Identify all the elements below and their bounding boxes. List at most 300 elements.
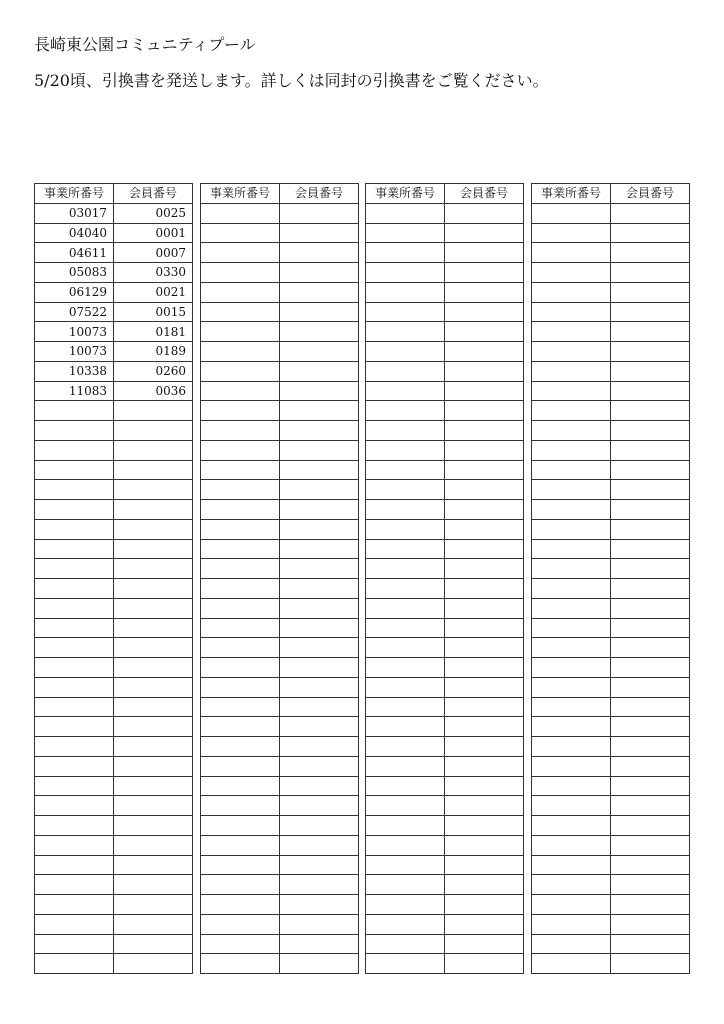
table-row bbox=[366, 361, 524, 381]
table-row bbox=[35, 677, 193, 697]
table-row bbox=[201, 658, 359, 678]
member-number-cell bbox=[280, 855, 359, 875]
member-number-cell bbox=[445, 381, 524, 401]
table-row bbox=[201, 934, 359, 954]
member-number-cell bbox=[280, 579, 359, 599]
table-row bbox=[366, 796, 524, 816]
office-number-cell bbox=[532, 421, 611, 441]
table-row bbox=[201, 737, 359, 757]
office-number-cell bbox=[366, 598, 445, 618]
table-row bbox=[532, 618, 690, 638]
member-number-cell bbox=[611, 500, 690, 520]
member-number-cell bbox=[114, 875, 193, 895]
notice-text: 5/20頃、引換書を発送します。詳しくは同封の引換書をご覧ください。 bbox=[34, 71, 549, 90]
table-row bbox=[532, 756, 690, 776]
table-row bbox=[366, 914, 524, 934]
member-number-cell: 0015 bbox=[114, 302, 193, 322]
office-number-header: 事業所番号 bbox=[366, 184, 445, 204]
table-row bbox=[366, 598, 524, 618]
table-row bbox=[201, 223, 359, 243]
office-number-cell bbox=[201, 717, 280, 737]
office-number-cell bbox=[366, 934, 445, 954]
member-number-cell bbox=[611, 737, 690, 757]
table-row bbox=[532, 203, 690, 223]
table-row bbox=[532, 914, 690, 934]
member-number-cell bbox=[611, 835, 690, 855]
office-number-cell bbox=[366, 460, 445, 480]
table-row bbox=[366, 638, 524, 658]
office-number-cell bbox=[532, 618, 611, 638]
member-number-cell bbox=[280, 500, 359, 520]
table-row bbox=[532, 717, 690, 737]
member-number-cell bbox=[611, 895, 690, 915]
member-number-cell bbox=[611, 401, 690, 421]
office-number-cell bbox=[201, 796, 280, 816]
member-number-cell bbox=[114, 855, 193, 875]
office-number-cell bbox=[201, 737, 280, 757]
office-number-cell bbox=[366, 954, 445, 974]
member-number-header: 会員番号 bbox=[114, 184, 193, 204]
member-number-cell bbox=[445, 638, 524, 658]
office-number-cell: 10073 bbox=[35, 322, 114, 342]
table-row bbox=[35, 875, 193, 895]
member-number-cell bbox=[611, 954, 690, 974]
table-row bbox=[35, 835, 193, 855]
office-number-cell bbox=[366, 658, 445, 678]
office-number-cell bbox=[201, 559, 280, 579]
office-number-cell bbox=[201, 519, 280, 539]
member-number-cell: 0025 bbox=[114, 203, 193, 223]
office-number-cell: 06129 bbox=[35, 282, 114, 302]
office-number-cell bbox=[35, 618, 114, 638]
member-number-cell bbox=[114, 401, 193, 421]
member-number-cell bbox=[445, 658, 524, 678]
office-number-cell bbox=[366, 697, 445, 717]
table-row bbox=[35, 776, 193, 796]
member-number-cell bbox=[280, 895, 359, 915]
table-row bbox=[532, 559, 690, 579]
office-number-cell bbox=[201, 875, 280, 895]
member-number-cell bbox=[114, 421, 193, 441]
member-number-cell bbox=[445, 835, 524, 855]
member-number-cell bbox=[445, 618, 524, 638]
office-number-cell bbox=[366, 559, 445, 579]
office-number-cell bbox=[532, 263, 611, 283]
member-number-cell bbox=[280, 401, 359, 421]
office-number-header: 事業所番号 bbox=[35, 184, 114, 204]
office-number-cell bbox=[201, 539, 280, 559]
number-table-2 bbox=[200, 183, 359, 974]
office-number-cell bbox=[366, 539, 445, 559]
office-number-cell bbox=[532, 223, 611, 243]
office-number-cell bbox=[201, 282, 280, 302]
office-number-cell bbox=[366, 302, 445, 322]
member-number-cell bbox=[445, 302, 524, 322]
office-number-cell bbox=[532, 934, 611, 954]
member-number-cell bbox=[114, 618, 193, 638]
member-number-cell bbox=[611, 756, 690, 776]
member-number-cell bbox=[445, 855, 524, 875]
member-number-cell: 0036 bbox=[114, 381, 193, 401]
member-number-cell bbox=[114, 697, 193, 717]
member-tables bbox=[34, 183, 691, 993]
office-number-cell bbox=[201, 460, 280, 480]
table-row bbox=[532, 302, 690, 322]
table-row bbox=[35, 539, 193, 559]
member-number-cell bbox=[611, 658, 690, 678]
member-number-cell bbox=[114, 756, 193, 776]
member-number-cell bbox=[611, 914, 690, 934]
table-row bbox=[532, 658, 690, 678]
member-number-cell bbox=[611, 460, 690, 480]
table-row bbox=[35, 954, 193, 974]
office-number-cell bbox=[366, 361, 445, 381]
member-number-cell bbox=[445, 539, 524, 559]
table-row bbox=[532, 895, 690, 915]
member-number-cell bbox=[445, 203, 524, 223]
office-number-cell bbox=[201, 342, 280, 362]
table-row bbox=[201, 579, 359, 599]
table-row bbox=[201, 875, 359, 895]
office-number-cell bbox=[366, 401, 445, 421]
office-number-cell bbox=[366, 480, 445, 500]
office-number-cell bbox=[532, 796, 611, 816]
office-number-cell bbox=[35, 954, 114, 974]
member-number-cell bbox=[280, 756, 359, 776]
office-number-cell bbox=[366, 875, 445, 895]
office-number-cell bbox=[201, 361, 280, 381]
office-number-cell bbox=[532, 381, 611, 401]
office-number-cell bbox=[201, 243, 280, 263]
office-number-cell bbox=[366, 203, 445, 223]
table-row bbox=[532, 796, 690, 816]
table-row bbox=[201, 302, 359, 322]
office-number-cell bbox=[532, 697, 611, 717]
office-number-cell bbox=[532, 658, 611, 678]
member-number-cell bbox=[280, 243, 359, 263]
table-row bbox=[201, 756, 359, 776]
member-number-cell bbox=[611, 539, 690, 559]
office-number-cell bbox=[35, 519, 114, 539]
table-row bbox=[532, 282, 690, 302]
office-number-cell bbox=[201, 223, 280, 243]
member-number-cell bbox=[280, 638, 359, 658]
table-row bbox=[35, 203, 193, 223]
member-number-cell bbox=[280, 914, 359, 934]
office-number-cell: 04611 bbox=[35, 243, 114, 263]
member-number-cell bbox=[445, 776, 524, 796]
member-number-cell bbox=[114, 934, 193, 954]
table-row bbox=[366, 440, 524, 460]
office-number-cell: 07522 bbox=[35, 302, 114, 322]
member-number-cell bbox=[280, 776, 359, 796]
table-row bbox=[35, 519, 193, 539]
office-number-cell bbox=[366, 519, 445, 539]
member-number-cell bbox=[114, 559, 193, 579]
table-row bbox=[532, 263, 690, 283]
office-number-cell bbox=[201, 480, 280, 500]
table-row bbox=[201, 914, 359, 934]
member-number-cell bbox=[445, 282, 524, 302]
table-row bbox=[201, 618, 359, 638]
office-number-cell bbox=[532, 638, 611, 658]
table-row bbox=[366, 223, 524, 243]
office-number-cell bbox=[35, 539, 114, 559]
office-number-cell bbox=[366, 500, 445, 520]
office-number-cell bbox=[201, 914, 280, 934]
member-number-cell bbox=[611, 717, 690, 737]
table-row bbox=[532, 539, 690, 559]
table-row bbox=[35, 737, 193, 757]
table-row bbox=[201, 776, 359, 796]
member-number-cell bbox=[280, 342, 359, 362]
office-number-cell bbox=[366, 717, 445, 737]
office-number-cell bbox=[532, 895, 611, 915]
member-number-cell bbox=[611, 243, 690, 263]
office-number-cell bbox=[35, 658, 114, 678]
member-number-cell bbox=[445, 895, 524, 915]
member-number-cell bbox=[114, 579, 193, 599]
table-row bbox=[366, 816, 524, 836]
office-number-cell bbox=[532, 954, 611, 974]
member-number-cell bbox=[280, 322, 359, 342]
office-number-header: 事業所番号 bbox=[201, 184, 280, 204]
member-number-cell bbox=[280, 460, 359, 480]
office-number-cell bbox=[35, 598, 114, 618]
office-number-cell bbox=[35, 895, 114, 915]
office-number-cell bbox=[201, 776, 280, 796]
office-number-cell bbox=[366, 737, 445, 757]
member-number-cell bbox=[280, 934, 359, 954]
table-row bbox=[201, 717, 359, 737]
member-number-cell bbox=[445, 519, 524, 539]
member-number-cell bbox=[280, 480, 359, 500]
office-number-cell bbox=[201, 401, 280, 421]
office-number-cell bbox=[532, 579, 611, 599]
office-number-cell bbox=[532, 460, 611, 480]
number-table-4 bbox=[531, 183, 690, 974]
office-number-cell bbox=[201, 579, 280, 599]
table-row bbox=[366, 302, 524, 322]
office-number-cell bbox=[35, 421, 114, 441]
office-number-cell bbox=[366, 322, 445, 342]
member-number-cell bbox=[611, 875, 690, 895]
office-number-cell bbox=[35, 638, 114, 658]
office-number-cell bbox=[35, 855, 114, 875]
office-number-cell bbox=[35, 500, 114, 520]
table-row bbox=[201, 500, 359, 520]
table-row bbox=[201, 539, 359, 559]
member-number-cell bbox=[114, 914, 193, 934]
office-number-cell bbox=[532, 361, 611, 381]
table-row bbox=[366, 934, 524, 954]
member-number-cell bbox=[114, 480, 193, 500]
member-number-cell bbox=[280, 203, 359, 223]
office-number-cell bbox=[201, 322, 280, 342]
table-row bbox=[532, 361, 690, 381]
office-number-cell bbox=[366, 638, 445, 658]
member-number-cell bbox=[611, 638, 690, 658]
table-row bbox=[201, 835, 359, 855]
office-number-cell bbox=[35, 914, 114, 934]
table-row bbox=[532, 243, 690, 263]
office-number-cell bbox=[532, 539, 611, 559]
table-row bbox=[201, 796, 359, 816]
table-row bbox=[201, 342, 359, 362]
member-number-cell bbox=[445, 796, 524, 816]
table-row bbox=[201, 361, 359, 381]
office-number-cell bbox=[35, 401, 114, 421]
table-row bbox=[201, 816, 359, 836]
table-row bbox=[532, 480, 690, 500]
table-row bbox=[366, 480, 524, 500]
table-row bbox=[366, 875, 524, 895]
office-number-cell: 10338 bbox=[35, 361, 114, 381]
table-row bbox=[366, 579, 524, 599]
member-number-cell bbox=[114, 658, 193, 678]
table-row bbox=[201, 243, 359, 263]
table-row bbox=[201, 559, 359, 579]
office-number-cell bbox=[532, 302, 611, 322]
table-row bbox=[35, 756, 193, 776]
table-row bbox=[201, 638, 359, 658]
member-number-cell: 0021 bbox=[114, 282, 193, 302]
member-number-cell bbox=[114, 539, 193, 559]
member-number-cell bbox=[611, 263, 690, 283]
office-number-cell bbox=[366, 855, 445, 875]
office-number-cell bbox=[532, 914, 611, 934]
member-number-cell bbox=[114, 796, 193, 816]
member-number-cell bbox=[280, 361, 359, 381]
table-row bbox=[35, 302, 193, 322]
office-number-cell: 04040 bbox=[35, 223, 114, 243]
office-number-cell bbox=[366, 381, 445, 401]
table-row bbox=[366, 658, 524, 678]
table-row bbox=[201, 401, 359, 421]
member-number-cell bbox=[114, 776, 193, 796]
table-row bbox=[201, 440, 359, 460]
office-number-cell bbox=[201, 816, 280, 836]
member-number-cell bbox=[445, 697, 524, 717]
table-row bbox=[532, 401, 690, 421]
table-row bbox=[366, 381, 524, 401]
office-number-cell bbox=[532, 598, 611, 618]
office-number-cell: 05083 bbox=[35, 263, 114, 283]
member-number-cell bbox=[445, 421, 524, 441]
member-number-cell bbox=[445, 460, 524, 480]
table-row bbox=[201, 480, 359, 500]
table-row bbox=[366, 421, 524, 441]
office-number-cell bbox=[201, 934, 280, 954]
member-number-cell bbox=[114, 677, 193, 697]
office-number-cell bbox=[366, 895, 445, 915]
member-number-cell bbox=[611, 440, 690, 460]
member-number-cell bbox=[611, 203, 690, 223]
office-number-cell bbox=[366, 796, 445, 816]
office-number-cell bbox=[35, 480, 114, 500]
office-number-cell bbox=[201, 440, 280, 460]
office-number-cell bbox=[366, 243, 445, 263]
table-row bbox=[366, 263, 524, 283]
table-row bbox=[366, 243, 524, 263]
office-number-cell bbox=[35, 835, 114, 855]
table-row bbox=[201, 954, 359, 974]
member-number-cell bbox=[280, 835, 359, 855]
member-number-cell bbox=[445, 342, 524, 362]
office-number-cell bbox=[532, 401, 611, 421]
member-number-cell bbox=[611, 618, 690, 638]
table-row bbox=[201, 895, 359, 915]
member-number-cell: 0330 bbox=[114, 263, 193, 283]
number-table-3 bbox=[365, 183, 524, 974]
table-row bbox=[532, 381, 690, 401]
member-number-cell bbox=[445, 737, 524, 757]
office-number-cell bbox=[201, 895, 280, 915]
table-row bbox=[35, 934, 193, 954]
member-number-cell bbox=[611, 302, 690, 322]
table-row bbox=[366, 677, 524, 697]
table-row bbox=[35, 421, 193, 441]
office-number-cell bbox=[201, 835, 280, 855]
office-number-cell bbox=[201, 500, 280, 520]
member-number-cell bbox=[611, 796, 690, 816]
member-number-cell bbox=[611, 519, 690, 539]
member-number-cell bbox=[114, 598, 193, 618]
office-number-cell bbox=[366, 835, 445, 855]
office-number-cell bbox=[366, 816, 445, 836]
member-number-cell bbox=[445, 559, 524, 579]
member-number-cell bbox=[114, 895, 193, 915]
member-number-cell bbox=[114, 519, 193, 539]
table-row bbox=[366, 342, 524, 362]
table-row bbox=[366, 835, 524, 855]
office-number-cell bbox=[532, 835, 611, 855]
table-row bbox=[35, 243, 193, 263]
member-number-cell bbox=[611, 934, 690, 954]
table-row bbox=[35, 914, 193, 934]
table-row bbox=[35, 717, 193, 737]
table-row bbox=[366, 401, 524, 421]
member-number-cell bbox=[445, 816, 524, 836]
office-number-cell bbox=[532, 342, 611, 362]
office-number-cell bbox=[366, 677, 445, 697]
member-number-cell bbox=[611, 598, 690, 618]
office-number-cell bbox=[532, 737, 611, 757]
table-row bbox=[532, 737, 690, 757]
office-number-cell bbox=[532, 855, 611, 875]
table-row bbox=[532, 934, 690, 954]
table-row bbox=[366, 717, 524, 737]
member-number-cell bbox=[611, 381, 690, 401]
table-row bbox=[532, 835, 690, 855]
table-row bbox=[366, 322, 524, 342]
office-number-cell bbox=[201, 598, 280, 618]
table-row bbox=[366, 895, 524, 915]
member-number-cell bbox=[280, 796, 359, 816]
office-number-cell bbox=[35, 697, 114, 717]
table-row bbox=[35, 598, 193, 618]
member-number-cell bbox=[445, 223, 524, 243]
table-row bbox=[35, 579, 193, 599]
office-number-cell bbox=[201, 677, 280, 697]
table-row bbox=[35, 381, 193, 401]
office-number-header: 事業所番号 bbox=[532, 184, 611, 204]
table-row bbox=[532, 342, 690, 362]
table-row bbox=[366, 203, 524, 223]
office-number-cell bbox=[35, 460, 114, 480]
table-row bbox=[366, 855, 524, 875]
office-number-cell bbox=[532, 677, 611, 697]
